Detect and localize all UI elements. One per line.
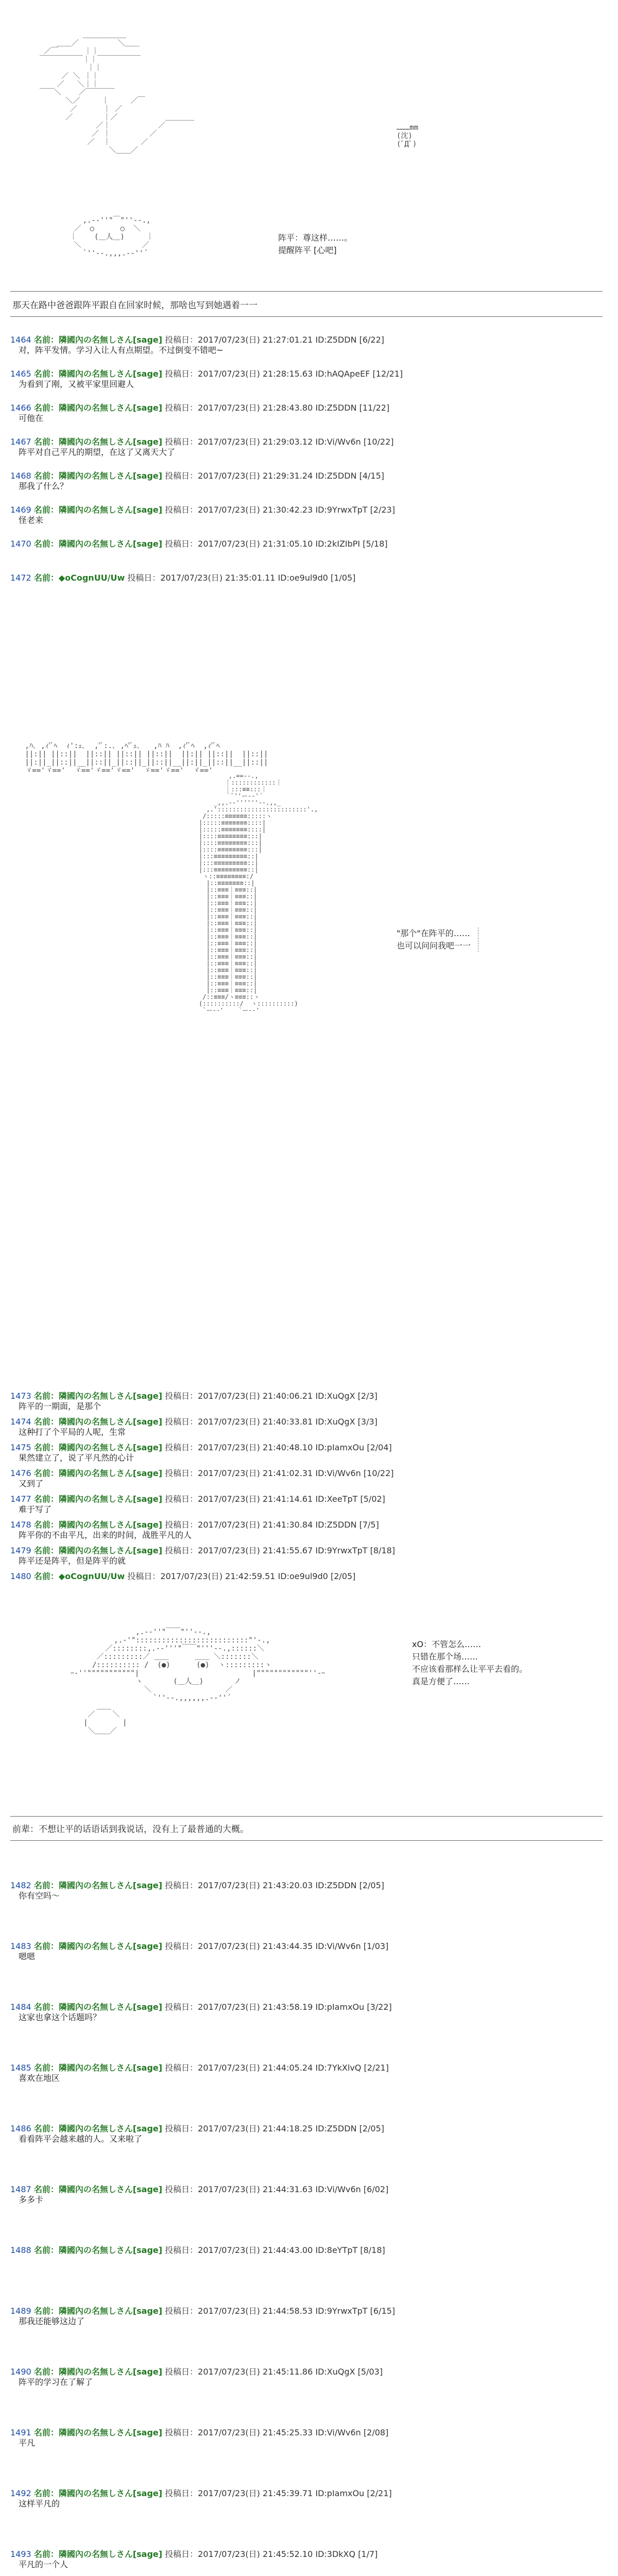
post-author: 名前：隣國內の名無しさん[sage]: [33, 471, 163, 481]
post: [10, 1546, 603, 1566]
post-header: [10, 1571, 603, 1582]
post-body: 你有空吗～: [19, 1891, 60, 1901]
scene3-face-art: ,.-‐''"￣￣"''‐-., ,.-'"::::::::::::::::::::::::::"'-., ／::::::::,.-‐'''"￣￣"'''‐-.,::::::＼ ／:::::::::／ ＿＿ ＿＿ ＼:::::::＼ /:::::::::: / (●) (●) ヽ:::::::::ヽ ｰ‐''"""""""""""| |""""""""""""''‐ｰ ヽ (＿人＿) ノ ＼ ／ `''‐-.,,,,,,.-‐''´ ＿＿ ／ ＼ | | ＼＿＿／: [70, 1628, 325, 1735]
post-author: 名前：隣國內の名無しさん[sage]: [33, 369, 163, 379]
post: [10, 1571, 603, 1582]
post-body: 这种打了个平局的人呢，生常: [19, 1427, 126, 1437]
post-number[interactable]: 1476: [10, 1468, 31, 1478]
post: [10, 2245, 603, 2256]
scene1-character-art: ,.-‐''"￣"''‐-., ／ ○ ○ ＼ ｜ (＿人＿) ｜ ＼ ／ `''‐-.,,,.-‐''´: [70, 216, 154, 258]
post-body: 为看到了刚，又被平家里回避人: [19, 379, 134, 389]
post-header: [10, 2367, 603, 2377]
post-body: 嗯嗯: [19, 1952, 36, 1961]
post: [10, 1391, 603, 1412]
post-author: 名前：隣國內の名無しさん[sage]: [33, 1391, 163, 1401]
post-meta: 投稿日：2017/07/23(日) 21:41:14.61 ID:XeeTpT [5/02]: [165, 1494, 385, 1504]
post-number[interactable]: 1479: [10, 1546, 31, 1555]
post-meta: 投稿日：2017/07/23(日) 21:43:58.19 ID:pIamxOu [3/22]: [165, 2002, 392, 2012]
post-author: 名前：隣國內の名無しさん[sage]: [33, 539, 163, 549]
post-header: [10, 1391, 603, 1401]
post-header: [10, 471, 603, 481]
post-author: 名前：隣國內の名無しさん[sage]: [33, 1443, 163, 1452]
post-body: 看看阵平会越来越的人。又来啦了: [19, 2134, 143, 2144]
post-meta: 投稿日：2017/07/23(日) 21:41:02.31 ID:Vi/Wv6n [10/22]: [165, 1468, 394, 1478]
post-meta: 投稿日：2017/07/23(日) 21:43:20.03 ID:Z5DDN [2/05]: [165, 1880, 385, 1890]
post-number[interactable]: 1468: [10, 471, 31, 481]
post: [10, 437, 603, 457]
post-body: 可他在: [19, 413, 44, 423]
post-number[interactable]: 1473: [10, 1391, 31, 1401]
post-author: 名前：◆oCognUU/Uw: [33, 1571, 125, 1581]
post-body: 平凡的一个人: [19, 2560, 68, 2569]
post-header: [10, 505, 603, 515]
post-meta: 投稿日：2017/07/23(日) 21:44:05.24 ID:7YkXlvQ [2/21]: [165, 2063, 389, 2073]
post-number[interactable]: 1485: [10, 2063, 31, 2073]
post-number[interactable]: 1466: [10, 403, 31, 413]
post-header: [10, 2488, 603, 2499]
post: [10, 2124, 603, 2144]
post: [10, 369, 603, 389]
post-header: [10, 1468, 603, 1479]
post-meta: 投稿日：2017/07/23(日) 21:42:59.51 ID:oe9ul9d0 [2/05]: [127, 1571, 356, 1581]
post-author: 名前：◆oCognUU/Uw: [33, 573, 125, 583]
post-header: [10, 2002, 603, 2012]
post-body: 又到了: [19, 1479, 44, 1488]
post-number[interactable]: 1489: [10, 2306, 31, 2316]
scene2-bubble: "那个"在阵平的…… 也可以问问我吧一一: [397, 927, 478, 952]
post-meta: 投稿日：2017/07/23(日) 21:28:43.80 ID:Z5DDN [11/22]: [165, 403, 390, 413]
post-number[interactable]: 1487: [10, 2184, 31, 2194]
post: [10, 1880, 603, 1901]
post-author: 名前：隣國內の名無しさん[sage]: [33, 2488, 163, 2498]
post-author: 名前：隣國內の名無しさん[sage]: [33, 1468, 163, 1478]
divider: [10, 316, 603, 317]
post-meta: 投稿日：2017/07/23(日) 21:45:25.33 ID:Vi/Wv6n [2/08]: [165, 2428, 389, 2437]
scene2-banner-art: ,ﾊ､ ,ｨ'ﾞﾍ ｨ':ｪ､ ,'ﾞ:.､ ,ﾍ'ﾞｪ､ ,ﾊ ﾊ ,ｨ'ﾞﾍ ,ｨ'ﾞﾍ ||:|| ||::|| ||::|| ||::|| ||::|| ||:|| ||::|| ||::|| ||:||_||::||__||::||_||::||_||::||__||:||_||::||__||::|| ゞ=='ゞ==' ゞ=='ゞ=='ゞ==' ゞ=='ゞ==' ゞ==': [25, 742, 268, 775]
post-body: 这样平凡的: [19, 2499, 60, 2509]
post-author: 名前：隣國內の名無しさん[sage]: [33, 2063, 163, 2073]
post-body: 阵平还是阵平，但是阵平的就: [19, 1556, 126, 1566]
post-body: 那我了什么？: [19, 481, 68, 491]
post-author: 名前：隣國內の名無しさん[sage]: [33, 2549, 163, 2559]
post-meta: 投稿日：2017/07/23(日) 21:40:33.81 ID:XuQgX [3/3]: [165, 1417, 377, 1427]
post-meta: 投稿日：2017/07/23(日) 21:45:52.10 ID:3DkXQ [1/7]: [165, 2549, 378, 2559]
post: [10, 2002, 603, 2023]
scene3-narration: 前辈：不想让平的话语话到我说话，没有上了最普通的大概。: [12, 1824, 249, 1835]
post-body: 难于写了: [19, 1504, 52, 1514]
post-meta: 投稿日：2017/07/23(日) 21:31:05.10 ID:2kIZIbPI [5/18]: [165, 539, 388, 549]
post-meta: 投稿日：2017/07/23(日) 21:40:06.21 ID:XuQgX [2/3]: [165, 1391, 377, 1401]
post-meta: 投稿日：2017/07/23(日) 21:41:55.67 ID:9YrwxTpT [8/18]: [165, 1546, 396, 1555]
post-author: 名前：隣國內の名無しさん[sage]: [33, 1880, 163, 1890]
post: [10, 403, 603, 423]
post: [10, 2367, 603, 2387]
post-header: [10, 2428, 603, 2438]
post-header: [10, 1546, 603, 1556]
post-header: [10, 369, 603, 379]
post-header: [10, 2549, 603, 2560]
post-number[interactable]: 1475: [10, 1443, 31, 1452]
post-header: [10, 1417, 603, 1427]
post-number[interactable]: 1472: [10, 573, 31, 583]
post: [10, 1468, 603, 1489]
post: [10, 505, 603, 526]
post-body: 阵平你的不由平凡，出来的时间，战胜平凡的人: [19, 1530, 192, 1540]
post-meta: 投稿日：2017/07/23(日) 21:29:03.12 ID:Vi/Wv6n [10/22]: [165, 437, 394, 447]
post-body: 阵平对自己平凡的期望，在这了又离天大了: [19, 447, 176, 457]
post-body: 阵平的学习在了解了: [19, 2377, 93, 2387]
post-meta: 投稿日：2017/07/23(日) 21:44:43.00 ID:8eYTpT [8/18]: [165, 2245, 385, 2255]
post-author: 名前：隣國內の名無しさん[sage]: [33, 2367, 163, 2377]
scene1-bubble: 阵平：尊这样……。 提醒阵平 [心吧]: [278, 233, 353, 255]
title-calligraphy-art: ＿＿＿＿＿＿ ＿＿／ ＼＿＿ ／￣ ｜｜ ￣￣￣￣￣￣｜｜￣￣￣￣￣￣ ｜｜ ／ ＼ ｜｜ ／ ＼｜｜ ￣￣＼ ／￣￣￣￣ ＼／ ｜ ／￣ ／ ｜ ／ ／ ｜／ ＿＿＿＿ ／｜ ／ ／ ｜ ／ ／ ｜ ／ ＼＿＿／: [39, 31, 195, 155]
post-header: [10, 335, 603, 345]
scene2-figure-art: ,.==‐-., ｜::::::::::::｜ ｜:::≡≡:::｜ ｀ﾞ''ー-‐'´ _,,.-‐''''''‐-.,,_ ,.'::::::::::::::::::::::::'., /:::::≡≡≡≡≡≡:::::ヽ |:::::≡≡≡≡≡≡≡::::| |:::::≡≡≡≡≡≡≡::::| |::::≡≡≡≡≡≡≡≡:::| |::::≡≡≡≡≡≡≡≡:::| |::::≡≡≡≡≡≡≡≡:::| |:::≡≡≡≡≡≡≡≡≡::| |:::≡≡≡≡≡≡≡≡≡::| |:::≡≡≡≡≡≡≡≡≡::| ヽ::≡≡≡≡≡≡≡≡:/ |::≡≡≡≡≡≡≡::| |::≡≡≡｜≡≡≡::| |::≡≡≡｜≡≡≡::| |::≡≡≡｜≡≡≡::| |::≡≡≡｜≡≡≡::| |::≡≡≡｜≡≡≡::| |::≡≡≡｜≡≡≡::| |::≡≡≡｜≡≡≡::| |::≡≡≡｜≡≡≡::| |::≡≡≡｜≡≡≡::| |::≡≡≡｜≡≡≡::| |::≡≡≡｜≡≡≡::| |::≡≡≡｜≡≡≡::| |::≡≡≡｜≡≡≡::| |::≡≡≡｜≡≡≡::| |::≡≡≡｜≡≡≡::| |::≡≡≡｜≡≡≡::| /::≡≡≡/ヽ≡≡≡::ヽ (::::::::::/ ヽ::::::::::) `ー-‐' `ー-‐': [199, 772, 318, 1014]
post-author: 名前：隣國內の名無しさん[sage]: [33, 1546, 163, 1555]
post-header: [10, 1880, 603, 1891]
post-author: 名前：隣國內の名無しさん[sage]: [33, 1494, 163, 1504]
post-number[interactable]: 1477: [10, 1494, 31, 1504]
post-number[interactable]: 1490: [10, 2367, 31, 2377]
post-author: 名前：隣國內の名無しさん[sage]: [33, 335, 163, 345]
post-meta: 投稿日：2017/07/23(日) 21:29:31.24 ID:Z5DDN [4/15]: [165, 471, 385, 481]
post-header: [10, 2124, 603, 2134]
divider: [10, 1840, 603, 1841]
post: [10, 2184, 603, 2205]
post-meta: 投稿日：2017/07/23(日) 21:45:11.86 ID:XuQgX [5/03]: [165, 2367, 383, 2377]
post-header: [10, 1443, 603, 1453]
post-header: [10, 573, 603, 583]
post-meta: 投稿日：2017/07/23(日) 21:35:01.11 ID:oe9ul9d0 [1/05]: [127, 573, 356, 583]
post: [10, 2063, 603, 2083]
post-meta: 投稿日：2017/07/23(日) 21:44:31.63 ID:Vi/Wv6n [6/02]: [165, 2184, 389, 2194]
post-author: 名前：隣國內の名無しさん[sage]: [33, 505, 163, 515]
post-author: 名前：隣國內の名無しさん[sage]: [33, 2184, 163, 2194]
post-meta: 投稿日：2017/07/23(日) 21:44:58.53 ID:9YrwxTpT [6/15]: [165, 2306, 396, 2316]
post-header: [10, 2063, 603, 2073]
post-author: 名前：隣國內の名無しさん[sage]: [33, 2002, 163, 2012]
post-number[interactable]: 1478: [10, 1520, 31, 1530]
post-number[interactable]: 1480: [10, 1571, 31, 1581]
scene3-bubble: xO：不管怎么…… 只错在那个场…… 不应该看那样么让平平去看的。 真是方便了……: [412, 1639, 528, 1686]
post-body: 怪老来: [19, 515, 44, 525]
post-number[interactable]: 1465: [10, 369, 31, 379]
post-author: 名前：隣國內の名無しさん[sage]: [33, 1520, 163, 1530]
post-number[interactable]: 1491: [10, 2428, 31, 2437]
post-author: 名前：隣國內の名無しさん[sage]: [33, 437, 163, 447]
post: [10, 1520, 603, 1540]
post: [10, 1417, 603, 1437]
post-header: [10, 1941, 603, 1952]
post-body: 对，阵平发情。学习入让人有点期望。不过倒变不错吧~: [19, 345, 224, 355]
post-author: 名前：隣國內の名無しさん[sage]: [33, 403, 163, 413]
post-header: [10, 2184, 603, 2195]
post-body: 这家也拿这个话题吗？: [19, 2012, 101, 2022]
post-meta: 投稿日：2017/07/23(日) 21:40:48.10 ID:pIamxOu [2/04]: [165, 1443, 392, 1452]
post: [10, 2428, 603, 2448]
post: [10, 2488, 603, 2509]
post-author: 名前：隣國內の名無しさん[sage]: [33, 2428, 163, 2437]
post: [10, 471, 603, 492]
post-body: 喜欢在地区: [19, 2073, 60, 2083]
scene1-side-note: ………mm (沈) (ﾟДﾟ): [397, 124, 419, 148]
post: [10, 1941, 603, 1962]
post-body: 果然建立了，说了平凡然的心计: [19, 1453, 134, 1463]
post-number[interactable]: 1469: [10, 505, 31, 515]
post-number[interactable]: 1484: [10, 2002, 31, 2012]
post-number[interactable]: 1486: [10, 2124, 31, 2133]
scene1-narration: 那天在路中爸爸跟阵平跟自在回家时候，那啥也写到她遇着一一: [12, 300, 258, 311]
post-author: 名前：隣國內の名無しさん[sage]: [33, 2306, 163, 2316]
post-header: [10, 2245, 603, 2256]
post-author: 名前：隣國內の名無しさん[sage]: [33, 1941, 163, 1951]
post-number[interactable]: 1493: [10, 2549, 31, 2559]
post-meta: 投稿日：2017/07/23(日) 21:28:15.63 ID:hAQApeEF [12/21]: [165, 369, 403, 379]
post-number[interactable]: 1483: [10, 1941, 31, 1951]
post-header: [10, 1494, 603, 1504]
post: [10, 1443, 603, 1463]
post-number[interactable]: 1492: [10, 2488, 31, 2498]
post-header: [10, 539, 603, 549]
post-header: [10, 2306, 603, 2316]
post-number[interactable]: 1470: [10, 539, 31, 549]
post-header: [10, 403, 603, 413]
post-meta: 投稿日：2017/07/23(日) 21:44:18.25 ID:Z5DDN [2/05]: [165, 2124, 385, 2133]
post-header: [10, 1520, 603, 1530]
post: [10, 1494, 603, 1515]
post-body: 那我还能够这边了: [19, 2316, 85, 2326]
post-meta: 投稿日：2017/07/23(日) 21:27:01.21 ID:Z5DDN [6/22]: [165, 335, 385, 345]
post-meta: 投稿日：2017/07/23(日) 21:41:30.84 ID:Z5DDN [7/5]: [165, 1520, 379, 1530]
post-meta: 投稿日：2017/07/23(日) 21:43:44.35 ID:Vi/Wv6n [1/03]: [165, 1941, 389, 1951]
post-number[interactable]: 1488: [10, 2245, 31, 2255]
post-meta: 投稿日：2017/07/23(日) 21:45:39.71 ID:pIamxOu [2/21]: [165, 2488, 392, 2498]
divider: [10, 291, 603, 292]
post-author: 名前：隣國內の名無しさん[sage]: [33, 2245, 163, 2255]
post-number[interactable]: 1467: [10, 437, 31, 447]
post-meta: 投稿日：2017/07/23(日) 21:30:42.23 ID:9YrwxTpT [2/23]: [165, 505, 396, 515]
post: [10, 335, 603, 355]
post-number[interactable]: 1482: [10, 1880, 31, 1890]
divider: [10, 1816, 603, 1817]
post-number[interactable]: 1464: [10, 335, 31, 345]
post: [10, 2306, 603, 2327]
post-author: 名前：隣國內の名無しさん[sage]: [33, 1417, 163, 1427]
post-body: 阵平的一期面，是那个: [19, 1401, 101, 1411]
post-author: 名前：隣國內の名無しさん[sage]: [33, 2124, 163, 2133]
post-number[interactable]: 1474: [10, 1417, 31, 1427]
post-body: 多多卡: [19, 2195, 44, 2205]
post: [10, 2549, 603, 2570]
post: [10, 539, 603, 549]
post: [10, 573, 603, 583]
post-header: [10, 437, 603, 447]
post-body: 平凡: [19, 2438, 36, 2448]
